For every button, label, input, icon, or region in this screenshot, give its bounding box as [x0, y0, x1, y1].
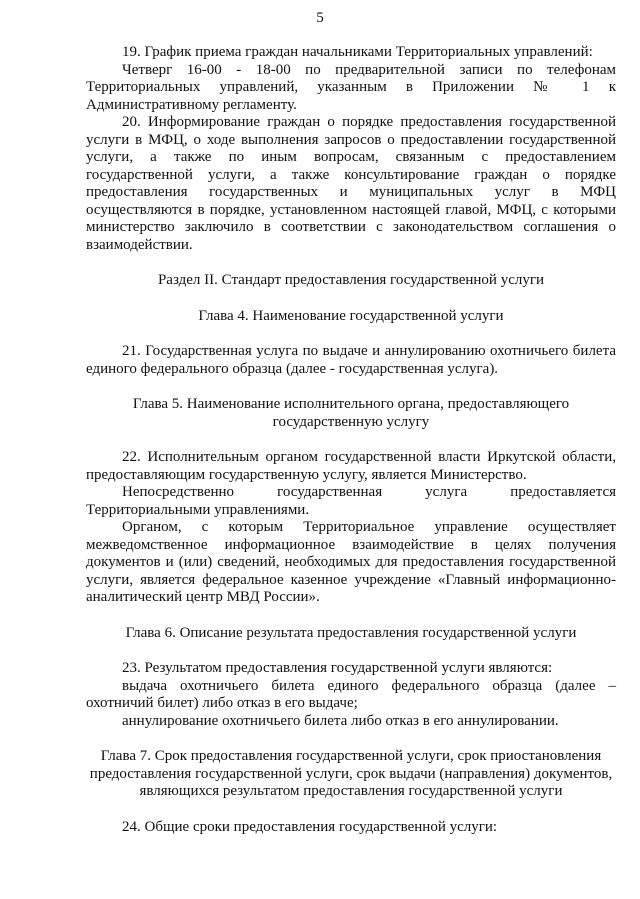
chapter-7-heading-line1: Глава 7. Срок предоставления государственной услуги, срок приостановления: [100, 748, 602, 764]
section-heading: Раздел II. Стандарт предоставления государственной услуги: [157, 272, 545, 288]
chapter-7-heading-line3: являющихся результатом предоставления государственной услуги: [139, 783, 563, 799]
paragraph-19-schedule: Четверг 16-00 - 18-00 по предварительной записи по телефонам Территориальных управлений, указанным в Приложении № 1 к Административному регламенту.: [86, 61, 616, 113]
paragraph-19: 19. График приема граждан начальниками Территориальных управлений:: [122, 44, 593, 60]
page-number: 5: [316, 10, 324, 26]
chapter-6-heading: Глава 6. Описание результата предоставления государственной услуги: [125, 624, 577, 641]
chapter-4-heading: Глава 4. Наименование государственной услуги: [198, 307, 504, 324]
document-body: [86, 44, 616, 836]
paragraph-22-interaction: Органом, с которым Территориальное управление осуществляет межведомственное информационное взаимодействие в целях получения документов и (или) сведений, необходимых для предоставления государственной услуги, является федеральное казенное учреждение «Главный информационно-аналитический центр МВД России».: [86, 519, 616, 605]
paragraph-23-annul: аннулирование охотничьего билета либо отказ в его аннулировании.: [122, 712, 559, 729]
paragraph-24: 24. Общие сроки предоставления государственной услуги:: [122, 818, 498, 835]
paragraph-23: 23. Результатом предоставления государственной услуги являются:: [122, 660, 553, 676]
chapter-5-heading-line1: Глава 5. Наименование исполнительного органа, предоставляющего: [132, 396, 570, 412]
paragraph-21: 21. Государственная услуга по выдаче и аннулированию охотничьего билета единого федерального образца (далее - государственная услуга).: [86, 343, 616, 377]
chapter-7-heading-line2: предоставления государственной услуги, срок выдачи (направления) документов,: [89, 765, 613, 782]
paragraph-22: 22. Исполнительным органом государственной власти Иркутской области, предоставляющим государственную услугу, является Министерство.: [86, 449, 616, 483]
paragraph-20: 20. Информирование граждан о порядке предоставления государственной услуги в МФЦ, о ходе выполнения запросов о предоставлении государственной услуги, а также по иным вопросам, связанным с предоставлением государственной услуги, а также консультирование граждан о порядке предоставления государственных и муниципальных услуг в МФЦ осуществляются в порядке, установленном настоящей главой, МФЦ, с которыми министерство заключило в соответствии с законодательством соглашения о взаимодействии.: [86, 114, 616, 253]
paragraph-22-territorial: Непосредственно государственная услуга предоставляется Территориальными управлениями.: [86, 484, 616, 518]
paragraph-23-issue: выдача охотничьего билета единого федерального образца (далее – охотничий билет) либо отказ в его выдаче;: [86, 677, 616, 711]
chapter-5-heading-line2: государственную услугу: [272, 413, 430, 430]
